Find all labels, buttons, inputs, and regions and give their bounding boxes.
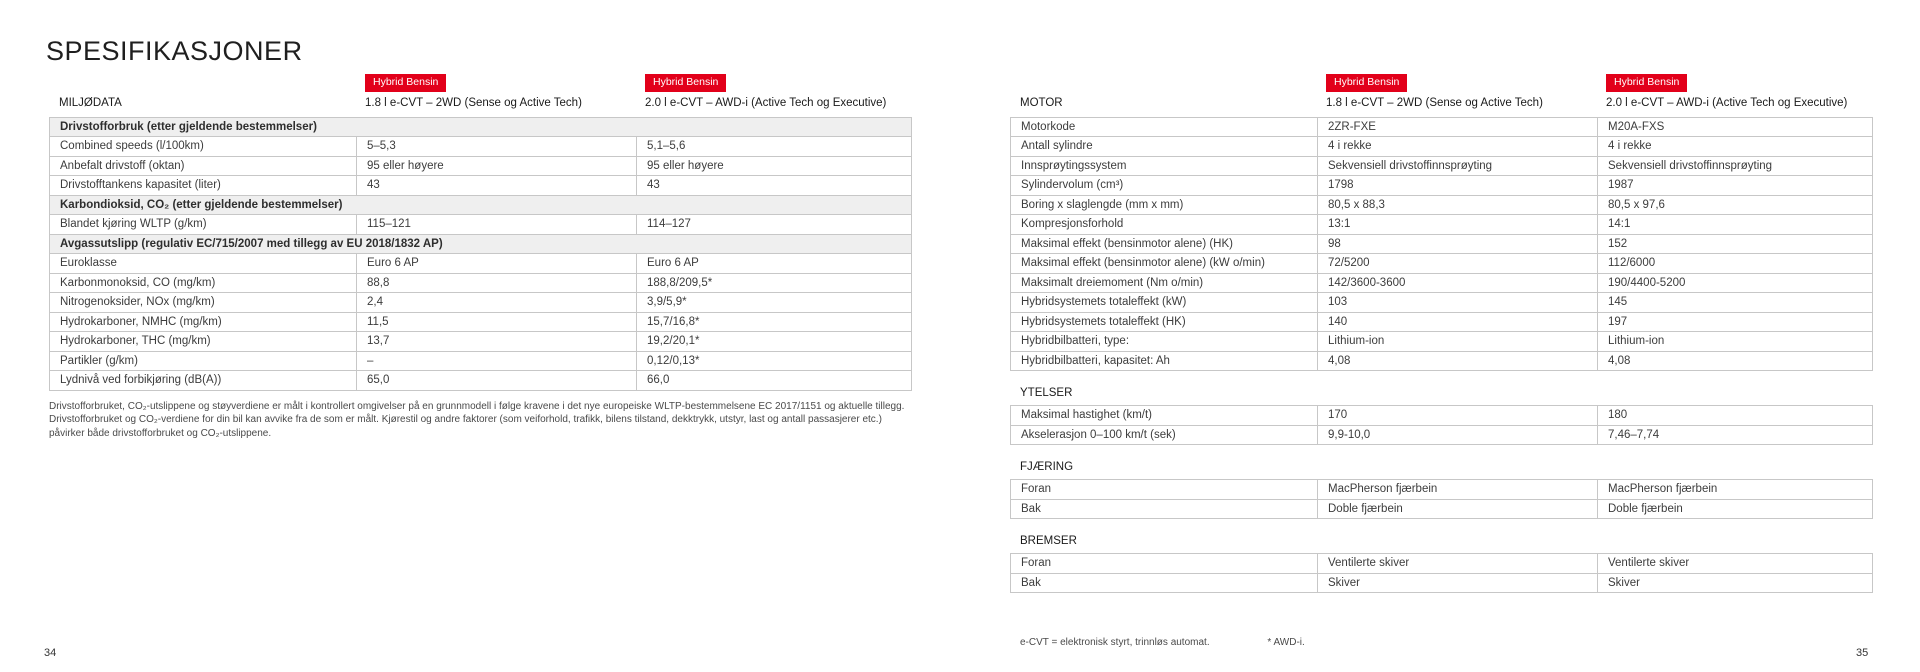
motor-header-title: MOTOR xyxy=(1020,96,1063,109)
spec-label: Hydrokarboner, NMHC (mg/km) xyxy=(60,315,222,328)
bremser-table xyxy=(1010,553,1873,593)
spec-label: Euroklasse xyxy=(60,257,117,269)
spec-label: Antall sylindre xyxy=(1021,140,1093,152)
spec-label: Innsprøytingssystem xyxy=(1021,159,1127,172)
spec-value-col2: Euro 6 AP xyxy=(636,254,911,273)
table-row xyxy=(1011,425,1872,445)
table-row xyxy=(1011,273,1872,293)
spec-label: Bak xyxy=(1021,502,1041,515)
table-row xyxy=(1011,331,1872,351)
spec-value-col2: 188,8/209,5* xyxy=(636,274,911,293)
spec-value-col1: 98 xyxy=(1317,235,1597,254)
spec-value-col2: Skiver xyxy=(1597,574,1872,593)
table-row xyxy=(1011,156,1872,176)
hybrid-badge: Hybrid Bensin xyxy=(1606,74,1687,92)
table-row xyxy=(1011,573,1872,593)
spec-value-col1: Ventilerte skiver xyxy=(1317,554,1597,573)
section-label: Avgassutslipp (regulativ EC/715/2007 med tillegg av EU 2018/1832 AP) xyxy=(60,237,443,250)
spec-value-col1: MacPherson fjærbein xyxy=(1317,480,1597,499)
section-row xyxy=(50,195,911,215)
hybrid-badge: Hybrid Bensin xyxy=(365,74,446,92)
table-row xyxy=(1011,253,1872,273)
env-table-header xyxy=(49,74,912,110)
spec-value-col1: 95 eller høyere xyxy=(356,157,636,176)
model-col2-label: 2.0 l e-CVT – AWD-i (Active Tech og Executive) xyxy=(1606,96,1848,109)
spec-label: Nitrogenoksider, NOx (mg/km) xyxy=(60,296,215,308)
spec-value-col1: 80,5 x 88,3 xyxy=(1317,196,1597,215)
spec-label: Blandet kjøring WLTP (g/km) xyxy=(60,218,207,230)
spec-value-col2: Sekvensiell drivstoffinnsprøyting xyxy=(1597,157,1872,176)
spec-value-col2: 1987 xyxy=(1597,176,1872,195)
table-row xyxy=(50,136,911,156)
spec-label: Karbonmonoksid, CO (mg/km) xyxy=(60,276,216,289)
table-row xyxy=(1011,214,1872,234)
spec-label: Maksimal effekt (bensinmotor alene) (kW o/min) xyxy=(1021,257,1265,269)
spec-value-col2: 95 eller høyere xyxy=(636,157,911,176)
env-footnote: Drivstofforbruket, CO₂-utslippene og støyverdiene er målt i kontrollert omgivelser på en grunnmodell i følge kravene i det nye europeiske WLTP-bestemmelsene EC 2017/1151 og aktuelle tillegg. Drivstofforbruket og CO₂-verdiene for din bil kan avvike fra de som er målt. Kjørestil og andre faktorer (som veiforhold, trafikk, bilens tilstand, dekktrykk, utstyr, last og antall passasjerer etc.) påvirker både drivstofforbruket og CO₂-utslippene. xyxy=(49,400,905,439)
table-row xyxy=(50,370,911,390)
spec-value-col1: 4,08 xyxy=(1317,352,1597,371)
env-header-col2 xyxy=(635,74,912,110)
spec-label: Maksimal effekt (bensinmotor alene) (HK) xyxy=(1021,237,1233,250)
spec-label: Hybridsystemets totaleffekt (HK) xyxy=(1021,315,1186,328)
spec-label: Motorkode xyxy=(1021,120,1076,133)
section-row xyxy=(50,118,911,137)
spec-value-col2: 112/6000 xyxy=(1597,254,1872,273)
spec-value-col1: 9,9-10,0 xyxy=(1317,426,1597,445)
spec-value-col2: 19,2/20,1* xyxy=(636,332,911,351)
spec-label: Combined speeds (l/100km) xyxy=(60,140,204,152)
table-row xyxy=(50,331,911,351)
section-row xyxy=(50,234,911,254)
page-title: SPESIFIKASJONER xyxy=(46,36,303,66)
motor-header-col1 xyxy=(1316,74,1596,110)
spec-value-col1: 4 i rekke xyxy=(1317,137,1597,156)
spec-label: Kompresjonsforhold xyxy=(1021,218,1124,230)
spec-value-col2: Ventilerte skiver xyxy=(1597,554,1872,573)
section-title-bremser: BREMSER xyxy=(1020,535,1077,547)
spec-value-col1: Doble fjærbein xyxy=(1317,500,1597,519)
spec-value-col1: 142/3600-3600 xyxy=(1317,274,1597,293)
spec-value-col1: 140 xyxy=(1317,313,1597,332)
table-row xyxy=(1011,292,1872,312)
table-row xyxy=(50,351,911,371)
spec-label: Bak xyxy=(1021,576,1041,589)
spec-value-col2: 152 xyxy=(1597,235,1872,254)
spec-value-col1: 13,7 xyxy=(356,332,636,351)
spec-label: Hydrokarboner, THC (mg/km) xyxy=(60,335,211,347)
spec-value-col2: 5,1–5,6 xyxy=(636,137,911,156)
spec-value-col2: 15,7/16,8* xyxy=(636,313,911,332)
spec-value-col1: 2ZR-FXE xyxy=(1317,118,1597,137)
spec-label: Sylindervolum (cm³) xyxy=(1021,179,1124,191)
env-header-col-label xyxy=(49,97,355,110)
spec-label: Maksimal hastighet (km/t) xyxy=(1021,409,1153,421)
spec-label: Foran xyxy=(1021,557,1052,569)
spec-value-col1: – xyxy=(356,352,636,371)
spec-value-col1: 11,5 xyxy=(356,313,636,332)
table-row xyxy=(1011,554,1872,573)
spec-value-col1: Skiver xyxy=(1317,574,1597,593)
spec-value-col2: 14:1 xyxy=(1597,215,1872,234)
table-row xyxy=(50,292,911,312)
env-table xyxy=(49,117,912,391)
motor-footnote xyxy=(1010,637,1873,648)
table-row xyxy=(50,312,911,332)
section-label: Drivstofforbruk (etter gjeldende bestemmelser) xyxy=(60,120,317,133)
spec-value-col1: 2,4 xyxy=(356,293,636,312)
spec-value-col2: 80,5 x 97,6 xyxy=(1597,196,1872,215)
spec-value-col1: Sekvensiell drivstoffinnsprøyting xyxy=(1317,157,1597,176)
table-row xyxy=(1011,118,1872,137)
table-row xyxy=(1011,175,1872,195)
table-row xyxy=(50,175,911,195)
table-row xyxy=(50,253,911,273)
model-col1-label: 1.8 l e-CVT – 2WD (Sense og Active Tech) xyxy=(365,96,582,109)
page-number-right: 35 xyxy=(1856,647,1869,659)
table-row xyxy=(1011,234,1872,254)
spec-label: Foran xyxy=(1021,483,1052,495)
spec-value-col1: 43 xyxy=(356,176,636,195)
spec-value-col1: 1798 xyxy=(1317,176,1597,195)
spec-value-col1: 13:1 xyxy=(1317,215,1597,234)
spec-value-col1: 65,0 xyxy=(356,371,636,390)
table-row xyxy=(1011,136,1872,156)
spec-label: Hybridsystemets totaleffekt (kW) xyxy=(1021,296,1187,308)
table-row xyxy=(50,156,911,176)
ytelser-table xyxy=(1010,405,1873,445)
spec-value-col2: 7,46–7,74 xyxy=(1597,426,1872,445)
env-header-col1 xyxy=(355,74,635,110)
spec-value-col2: 4,08 xyxy=(1597,352,1872,371)
spec-value-col2: Doble fjærbein xyxy=(1597,500,1872,519)
spec-value-col2: 180 xyxy=(1597,406,1872,425)
right-page xyxy=(1010,74,1873,648)
spec-value-col1: 72/5200 xyxy=(1317,254,1597,273)
spec-value-col1: 170 xyxy=(1317,406,1597,425)
spec-label: Lydnivå ved forbikjøring (dB(A)) xyxy=(60,374,222,386)
spec-value-col2: 145 xyxy=(1597,293,1872,312)
motor-table xyxy=(1010,117,1873,372)
spec-value-col2: 4 i rekke xyxy=(1597,137,1872,156)
table-row xyxy=(1011,351,1872,371)
spec-label: Drivstofftankens kapasitet (liter) xyxy=(60,179,221,191)
spec-value-col2: MacPherson fjærbein xyxy=(1597,480,1872,499)
section-title-fjaering: FJÆRING xyxy=(1020,461,1074,473)
spec-label: Boring x slaglengde (mm x mm) xyxy=(1021,198,1184,211)
spec-value-col1: 88,8 xyxy=(356,274,636,293)
spec-label: Anbefalt drivstoff (oktan) xyxy=(60,159,185,172)
spec-value-col2: Lithium-ion xyxy=(1597,332,1872,351)
spec-label: Akselerasjon 0–100 km/t (sek) xyxy=(1021,428,1176,441)
spec-value-col2: 66,0 xyxy=(636,371,911,390)
table-row xyxy=(1011,480,1872,499)
spec-label: Hybridbilbatteri, kapasitet: Ah xyxy=(1021,354,1170,367)
spec-value-col2: M20A-FXS xyxy=(1597,118,1872,137)
model-col1-label: 1.8 l e-CVT – 2WD (Sense og Active Tech) xyxy=(1326,96,1543,109)
hybrid-badge: Hybrid Bensin xyxy=(645,74,726,92)
table-row xyxy=(50,273,911,293)
spec-value-col2: 190/4400-5200 xyxy=(1597,274,1872,293)
spec-value-col1: Euro 6 AP xyxy=(356,254,636,273)
motor-header-col-label xyxy=(1010,97,1316,110)
motor-header-col2 xyxy=(1596,74,1873,110)
motor-table-header xyxy=(1010,74,1873,110)
model-col2-label: 2.0 l e-CVT – AWD-i (Active Tech og Executive) xyxy=(645,96,887,109)
table-row xyxy=(1011,499,1872,519)
table-row xyxy=(1011,195,1872,215)
ecvt-footnote: e-CVT = elektronisk styrt, trinnløs automat. xyxy=(1020,637,1210,648)
awd-footnote: * AWD-i. xyxy=(1267,637,1305,648)
spec-value-col2: 197 xyxy=(1597,313,1872,332)
env-header-title: MILJØDATA xyxy=(59,96,122,109)
spec-value-col1: 5–5,3 xyxy=(356,137,636,156)
spec-value-col2: 3,9/5,9* xyxy=(636,293,911,312)
hybrid-badge: Hybrid Bensin xyxy=(1326,74,1407,92)
spec-value-col2: 114–127 xyxy=(636,215,911,234)
spec-value-col2: 0,12/0,13* xyxy=(636,352,911,371)
table-row xyxy=(50,214,911,234)
spec-value-col1: 115–121 xyxy=(356,215,636,234)
spec-label: Maksimalt dreiemoment (Nm o/min) xyxy=(1021,276,1204,289)
spec-value-col1: 103 xyxy=(1317,293,1597,312)
section-label: Karbondioksid, CO₂ (etter gjeldende bestemmelser) xyxy=(60,198,343,211)
spec-value-col2: 43 xyxy=(636,176,911,195)
spec-label: Partikler (g/km) xyxy=(60,354,138,367)
table-row xyxy=(1011,406,1872,425)
spec-label: Hybridbilbatteri, type: xyxy=(1021,335,1130,347)
page-number-left: 34 xyxy=(44,647,57,659)
section-title-ytelser: YTELSER xyxy=(1020,387,1073,399)
spec-value-col1: Lithium-ion xyxy=(1317,332,1597,351)
table-row xyxy=(1011,312,1872,332)
left-page xyxy=(49,74,912,440)
fjaering-table xyxy=(1010,479,1873,519)
